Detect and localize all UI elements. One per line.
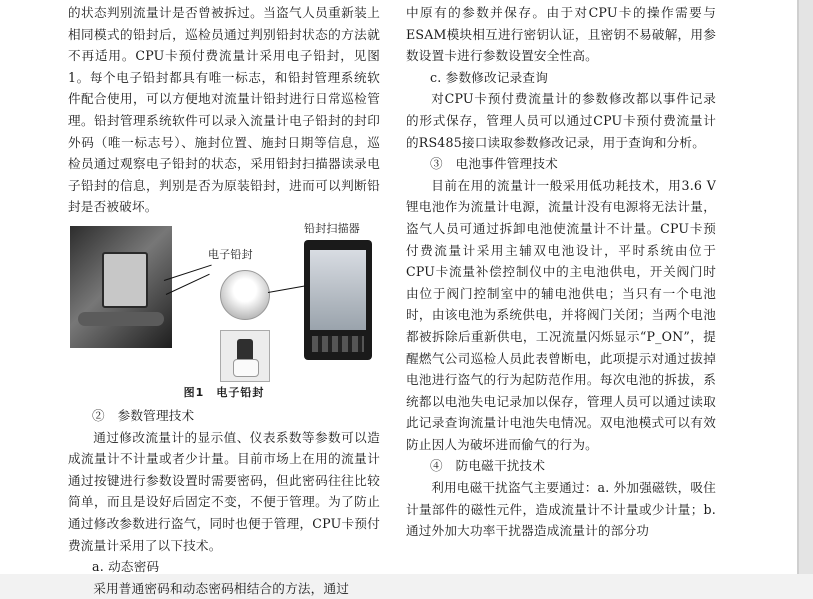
- left-paragraph-a: 采用普通密码和动态密码相结合的方法，通过: [93, 580, 350, 596]
- meter-body: [102, 252, 148, 308]
- figure-label-seal: 电子铅封: [208, 247, 253, 261]
- pointer-line-3: [268, 285, 306, 293]
- right-paragraph-top: 中原有的参数并保存。由于对CPU卡的操作需要与ESAM模块相互进行密钥认证，且密钥不易破解，用参数设置卡进行参数设置安全性高。: [406, 5, 716, 64]
- right-paragraph-3: 目前在用的流量计一般采用低功耗技术，用3.6 V锂电池作为流量计电源，流量计没有电源将无法计量，盗气人员可通过拆卸电池使流量计不计量。CPU卡预付费流量计采用主辅双电池设计，平时系统由位于CPU卡流量补偿控制仪中的主电池供电，开关阀门时由位于阀门控制室中的辅电池供电；当只有一个电池时，由该电池为系统供电，并将阀门关闭；当两个电池都被拆除后重新供电，工况流量闪烁显示“P_ON”，提醒燃气公司巡检人员此表曾断电，此项提示对通过拔掉电池进行盗气的行为起防范作用。每次电池的拆拔，系统都以电池失电记录加以保存，管理人员可以通过读取此记录查询流量计电池失电情况。双电池模式可以有效防止因人为破坏进而偷气的行为。: [406, 177, 716, 452]
- right-paragraph-c: 对CPU卡预付费流量计的参数修改都以事件记录的形式保存，管理人员可以通过CPU卡预付费流量计的RS485接口读取参数修改记录，用于查询和分析。: [406, 91, 716, 150]
- section-heading-3: ③ 电池事件管理技术: [430, 156, 558, 172]
- page-edge-line: [797, 0, 799, 574]
- subheading-c: c. 参数修改记录查询: [430, 69, 549, 85]
- figure-label-scanner: 铅封扫描器: [304, 221, 360, 235]
- meter-photo: [70, 226, 172, 348]
- seal-body: [233, 359, 259, 377]
- seal-cap: [237, 339, 253, 361]
- scanner-screen: [310, 250, 366, 330]
- left-paragraph-2: 通过修改流量计的显示值、仪表系数等参数可以造成流量计不计量或者少计量。目前市场上在用的流量计通过按键进行参数设置时需要密码，但此密码往往比较简单，而且是设好后固定不变，不便于管理。为了防止通过修改参数进行盗气，同时也便于管理，CPU卡预付费流量计采用了以下技术。: [68, 429, 380, 553]
- left-paragraph-top: 的状态判别流量计是否曾被拆过。当盗气人员重新装上相同模式的铅封后，巡检员通过判别铅封状态的方法就不再适用。CPU卡预付费流量计采用电子铅封，见图1。每个电子铅封都具有唯一标志，和铅封管理系统软件配合使用，可以方便地对流量计铅封进行日常巡检管理。铅封管理系统软件可以录入流量计电子铅封的封印外码（唯一标志号）、施封位置、施封日期等信息，巡检员通过观察电子铅封的状态，采用铅封扫描器读录电子铅封的信息，判别是否为原装铅封，进而可以判断铅封是否被破坏。: [68, 5, 380, 215]
- scanner-keypad: [312, 336, 364, 352]
- section-heading-2: ② 参数管理技术: [92, 407, 195, 423]
- right-paragraph-4: 利用电磁干扰盗气主要通过：a. 外加强磁铁，吸住计量部件的磁性元件，造成流量计不计量或少计量；b. 通过外加大功率干扰器造成流量计的部分功: [406, 480, 716, 539]
- section-heading-4: ④ 防电磁干扰技术: [430, 458, 546, 474]
- scanner-photo: [304, 240, 372, 360]
- right-column: [406, 2, 716, 542]
- subheading-a: a. 动态密码: [92, 559, 160, 575]
- figure-electronic-seal: [68, 222, 380, 403]
- seal-photo-top: [220, 270, 270, 320]
- left-column: [68, 2, 380, 599]
- page-edge-shadow: [797, 0, 813, 574]
- meter-pipe: [78, 312, 164, 326]
- figure-caption: 图1 电子铅封: [183, 385, 265, 399]
- seal-photo-bottom: [220, 330, 270, 382]
